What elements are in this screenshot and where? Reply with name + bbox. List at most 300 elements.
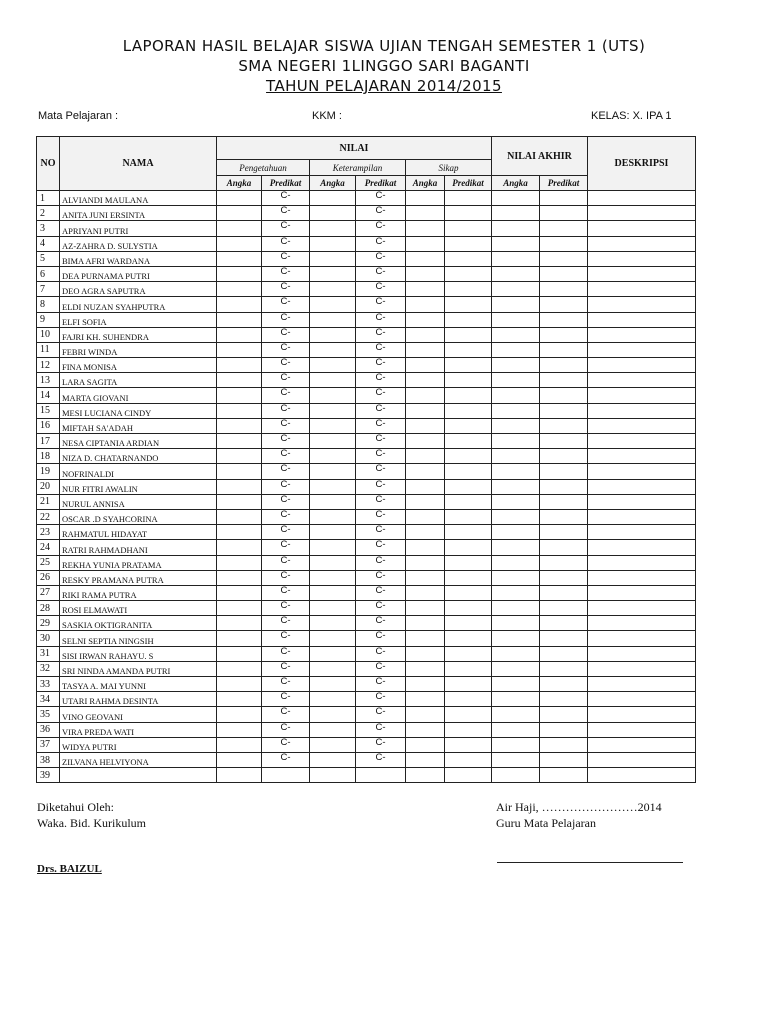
pengetahuan-angka xyxy=(217,616,262,631)
sikap-angka xyxy=(406,221,445,236)
akhir-angka xyxy=(492,373,540,388)
deskripsi xyxy=(588,206,696,221)
header-nama: NAMA xyxy=(60,137,217,191)
table-row xyxy=(37,677,696,692)
akhir-angka xyxy=(492,646,540,661)
sikap-angka xyxy=(406,707,445,722)
sikap-predikat xyxy=(445,692,492,707)
keterampilan-angka xyxy=(310,540,356,555)
student-name: REKHA YUNIA PRATAMA xyxy=(60,555,217,570)
sikap-predikat xyxy=(445,236,492,251)
akhir-predikat xyxy=(540,661,588,676)
pengetahuan-predikat: C- xyxy=(262,449,310,464)
sikap-predikat xyxy=(445,206,492,221)
student-name: TASYA A. MAI YUNNI xyxy=(60,677,217,692)
row-number: 8 xyxy=(37,297,60,312)
deskripsi xyxy=(588,449,696,464)
sikap-predikat xyxy=(445,661,492,676)
sikap-predikat xyxy=(445,570,492,585)
akhir-predikat xyxy=(540,631,588,646)
keterampilan-angka xyxy=(310,464,356,479)
table-row xyxy=(37,403,696,418)
keterampilan-predikat: C- xyxy=(356,509,406,524)
akhir-angka xyxy=(492,449,540,464)
keterampilan-angka xyxy=(310,646,356,661)
row-number: 19 xyxy=(37,464,60,479)
student-name: MESI LUCIANA CINDY xyxy=(60,403,217,418)
pengetahuan-angka xyxy=(217,373,262,388)
pengetahuan-predikat: C- xyxy=(262,494,310,509)
header-angka: Angka xyxy=(406,176,445,191)
sikap-angka xyxy=(406,555,445,570)
student-name: NIZA D. CHATARNANDO xyxy=(60,449,217,464)
sikap-predikat xyxy=(445,449,492,464)
pengetahuan-predikat: C- xyxy=(262,692,310,707)
akhir-predikat xyxy=(540,585,588,600)
keterampilan-angka xyxy=(310,191,356,206)
row-number: 34 xyxy=(37,692,60,707)
table-row xyxy=(37,494,696,509)
keterampilan-angka xyxy=(310,768,356,783)
table-row xyxy=(37,585,696,600)
keterampilan-predikat: C- xyxy=(356,449,406,464)
akhir-predikat xyxy=(540,297,588,312)
keterampilan-predikat: C- xyxy=(356,677,406,692)
header-nilai-akhir: NILAI AKHIR xyxy=(492,137,588,176)
akhir-angka xyxy=(492,631,540,646)
deskripsi xyxy=(588,525,696,540)
table-row xyxy=(37,540,696,555)
deskripsi xyxy=(588,677,696,692)
table-row xyxy=(37,388,696,403)
deskripsi xyxy=(588,282,696,297)
pengetahuan-predikat: C- xyxy=(262,661,310,676)
akhir-angka xyxy=(492,585,540,600)
akhir-angka xyxy=(492,692,540,707)
pengetahuan-predikat: C- xyxy=(262,677,310,692)
keterampilan-angka xyxy=(310,373,356,388)
deskripsi xyxy=(588,631,696,646)
pengetahuan-predikat: C- xyxy=(262,434,310,449)
sikap-predikat xyxy=(445,601,492,616)
row-number: 26 xyxy=(37,570,60,585)
keterampilan-angka xyxy=(310,601,356,616)
keterampilan-predikat: C- xyxy=(356,646,406,661)
akhir-predikat xyxy=(540,601,588,616)
keterampilan-angka xyxy=(310,677,356,692)
row-number: 31 xyxy=(37,646,60,661)
akhir-angka xyxy=(492,509,540,524)
sikap-predikat xyxy=(445,494,492,509)
row-number: 24 xyxy=(37,540,60,555)
pengetahuan-predikat: C- xyxy=(262,616,310,631)
table-row xyxy=(37,646,696,661)
deskripsi xyxy=(588,266,696,281)
sikap-angka xyxy=(406,677,445,692)
keterampilan-predikat: C- xyxy=(356,555,406,570)
sikap-angka xyxy=(406,342,445,357)
sikap-predikat xyxy=(445,434,492,449)
sikap-predikat xyxy=(445,297,492,312)
sikap-predikat xyxy=(445,722,492,737)
row-number: 7 xyxy=(37,282,60,297)
keterampilan-angka xyxy=(310,449,356,464)
akhir-angka xyxy=(492,312,540,327)
row-number: 3 xyxy=(37,221,60,236)
table-row xyxy=(37,418,696,433)
akhir-predikat xyxy=(540,206,588,221)
deskripsi xyxy=(588,707,696,722)
student-name: VINO GEOVANI xyxy=(60,707,217,722)
sikap-angka xyxy=(406,312,445,327)
akhir-predikat xyxy=(540,342,588,357)
sikap-predikat xyxy=(445,585,492,600)
pengetahuan-angka xyxy=(217,297,262,312)
student-name: NUR FITRI AWALIN xyxy=(60,479,217,494)
student-name: SRI NINDA AMANDA PUTRI xyxy=(60,661,217,676)
keterampilan-predikat: C- xyxy=(356,297,406,312)
row-number: 38 xyxy=(37,752,60,767)
student-name: ZILVANA HELVIYONA xyxy=(60,752,217,767)
keterampilan-predikat: C- xyxy=(356,266,406,281)
keterampilan-predikat: C- xyxy=(356,206,406,221)
row-number: 32 xyxy=(37,661,60,676)
sikap-predikat xyxy=(445,403,492,418)
pengetahuan-predikat: C- xyxy=(262,373,310,388)
table-row xyxy=(37,570,696,585)
akhir-angka xyxy=(492,555,540,570)
pengetahuan-angka xyxy=(217,555,262,570)
pengetahuan-angka xyxy=(217,464,262,479)
pengetahuan-angka xyxy=(217,509,262,524)
sikap-predikat xyxy=(445,752,492,767)
sikap-predikat xyxy=(445,282,492,297)
teacher-title: Guru Mata Pelajaran xyxy=(496,816,596,830)
akhir-predikat xyxy=(540,312,588,327)
report-title-line1: LAPORAN HASIL BELAJAR SISWA UJIAN TENGAH SEMESTER 1 (UTS) xyxy=(122,37,646,55)
row-number: 27 xyxy=(37,585,60,600)
vice-principal-title: Waka. Bid. Kurikulum xyxy=(37,816,147,830)
row-number: 30 xyxy=(37,631,60,646)
sikap-angka xyxy=(406,206,445,221)
keterampilan-angka xyxy=(310,494,356,509)
akhir-angka xyxy=(492,266,540,281)
row-number: 23 xyxy=(37,525,60,540)
pengetahuan-angka xyxy=(217,312,262,327)
pengetahuan-angka xyxy=(217,692,262,707)
deskripsi xyxy=(588,509,696,524)
deskripsi xyxy=(588,388,696,403)
sikap-angka xyxy=(406,752,445,767)
student-name: ELFI SOFIA xyxy=(60,312,217,327)
sikap-angka xyxy=(406,661,445,676)
row-number: 11 xyxy=(37,342,60,357)
pengetahuan-angka xyxy=(217,282,262,297)
akhir-angka xyxy=(492,752,540,767)
pengetahuan-angka xyxy=(217,266,262,281)
student-name: SELNI SEPTIA NINGSIH xyxy=(60,631,217,646)
row-number: 20 xyxy=(37,479,60,494)
akhir-predikat xyxy=(540,555,588,570)
keterampilan-angka xyxy=(310,752,356,767)
sikap-angka xyxy=(406,449,445,464)
table-row xyxy=(37,525,696,540)
sikap-angka xyxy=(406,692,445,707)
class-label: KELAS: X. IPA 1 xyxy=(591,110,672,122)
pengetahuan-angka xyxy=(217,661,262,676)
keterampilan-predikat: C- xyxy=(356,692,406,707)
keterampilan-angka xyxy=(310,616,356,631)
pengetahuan-predikat: C- xyxy=(262,388,310,403)
akhir-predikat xyxy=(540,373,588,388)
akhir-angka xyxy=(492,677,540,692)
sikap-predikat xyxy=(445,464,492,479)
pengetahuan-predikat: C- xyxy=(262,707,310,722)
table-row xyxy=(37,449,696,464)
sikap-predikat xyxy=(445,737,492,752)
deskripsi xyxy=(588,464,696,479)
row-number: 2 xyxy=(37,206,60,221)
akhir-predikat xyxy=(540,646,588,661)
header-keterampilan: Keterampilan xyxy=(310,160,406,176)
akhir-angka xyxy=(492,494,540,509)
deskripsi xyxy=(588,494,696,509)
table-row xyxy=(37,266,696,281)
deskripsi xyxy=(588,403,696,418)
sikap-angka xyxy=(406,631,445,646)
akhir-predikat xyxy=(540,525,588,540)
keterampilan-predikat: C- xyxy=(356,525,406,540)
sikap-angka xyxy=(406,266,445,281)
deskripsi xyxy=(588,373,696,388)
akhir-predikat xyxy=(540,752,588,767)
pengetahuan-angka xyxy=(217,585,262,600)
keterampilan-predikat: C- xyxy=(356,342,406,357)
akhir-angka xyxy=(492,342,540,357)
table-row xyxy=(37,236,696,251)
akhir-angka xyxy=(492,251,540,266)
student-name xyxy=(60,768,217,783)
table-row xyxy=(37,282,696,297)
row-number: 16 xyxy=(37,418,60,433)
sikap-predikat xyxy=(445,251,492,266)
pengetahuan-predikat: C- xyxy=(262,221,310,236)
pengetahuan-angka xyxy=(217,479,262,494)
deskripsi xyxy=(588,768,696,783)
student-name: FAJRI KH. SUHENDRA xyxy=(60,327,217,342)
table-row xyxy=(37,464,696,479)
akhir-angka xyxy=(492,191,540,206)
sikap-predikat xyxy=(445,191,492,206)
akhir-predikat xyxy=(540,221,588,236)
deskripsi xyxy=(588,479,696,494)
keterampilan-predikat: C- xyxy=(356,479,406,494)
keterampilan-angka xyxy=(310,342,356,357)
akhir-predikat xyxy=(540,236,588,251)
student-name: BIMA AFRI WARDANA xyxy=(60,251,217,266)
akhir-angka xyxy=(492,616,540,631)
keterampilan-angka xyxy=(310,631,356,646)
keterampilan-angka xyxy=(310,509,356,524)
table-row xyxy=(37,342,696,357)
akhir-predikat xyxy=(540,388,588,403)
sikap-angka xyxy=(406,403,445,418)
header-predikat: Predikat xyxy=(445,176,492,191)
keterampilan-angka xyxy=(310,722,356,737)
keterampilan-angka xyxy=(310,297,356,312)
keterampilan-angka xyxy=(310,236,356,251)
sikap-predikat xyxy=(445,266,492,281)
akhir-predikat xyxy=(540,418,588,433)
student-name: WIDYA PUTRI xyxy=(60,737,217,752)
pengetahuan-predikat: C- xyxy=(262,464,310,479)
keterampilan-predikat: C- xyxy=(356,388,406,403)
pengetahuan-angka xyxy=(217,388,262,403)
row-number: 4 xyxy=(37,236,60,251)
sikap-angka xyxy=(406,418,445,433)
pengetahuan-predikat: C- xyxy=(262,737,310,752)
keterampilan-predikat xyxy=(356,768,406,783)
deskripsi xyxy=(588,297,696,312)
pengetahuan-angka xyxy=(217,752,262,767)
student-name: DEO AGRA SAPUTRA xyxy=(60,282,217,297)
pengetahuan-predikat: C- xyxy=(262,540,310,555)
deskripsi xyxy=(588,342,696,357)
keterampilan-angka xyxy=(310,585,356,600)
keterampilan-angka xyxy=(310,312,356,327)
keterampilan-predikat: C- xyxy=(356,403,406,418)
keterampilan-predikat: C- xyxy=(356,464,406,479)
sikap-predikat xyxy=(445,388,492,403)
sikap-angka xyxy=(406,722,445,737)
pengetahuan-angka xyxy=(217,722,262,737)
student-name: SISI IRWAN RAHAYU. S xyxy=(60,646,217,661)
deskripsi xyxy=(588,418,696,433)
student-name: FEBRI WINDA xyxy=(60,342,217,357)
akhir-angka xyxy=(492,388,540,403)
table-row xyxy=(37,692,696,707)
pengetahuan-angka xyxy=(217,737,262,752)
keterampilan-predikat: C- xyxy=(356,327,406,342)
sikap-predikat xyxy=(445,373,492,388)
pengetahuan-predikat: C- xyxy=(262,266,310,281)
deskripsi xyxy=(588,191,696,206)
keterampilan-predikat: C- xyxy=(356,616,406,631)
student-name: RESKY PRAMANA PUTRA xyxy=(60,570,217,585)
keterampilan-predikat: C- xyxy=(356,707,406,722)
sikap-angka xyxy=(406,191,445,206)
student-name: ALVIANDI MAULANA xyxy=(60,191,217,206)
akhir-predikat xyxy=(540,722,588,737)
student-name: RIKI RAMA PUTRA xyxy=(60,585,217,600)
table-row xyxy=(37,601,696,616)
akhir-predikat xyxy=(540,509,588,524)
student-name: LARA SAGITA xyxy=(60,373,217,388)
keterampilan-angka xyxy=(310,692,356,707)
student-name: ROSI ELMAWATI xyxy=(60,601,217,616)
akhir-predikat xyxy=(540,692,588,707)
keterampilan-predikat: C- xyxy=(356,631,406,646)
table-row xyxy=(37,312,696,327)
keterampilan-predikat: C- xyxy=(356,661,406,676)
deskripsi xyxy=(588,540,696,555)
pengetahuan-angka xyxy=(217,342,262,357)
keterampilan-predikat: C- xyxy=(356,236,406,251)
akhir-angka xyxy=(492,525,540,540)
deskripsi xyxy=(588,221,696,236)
sikap-angka xyxy=(406,373,445,388)
sikap-angka xyxy=(406,479,445,494)
sikap-angka xyxy=(406,494,445,509)
sikap-predikat xyxy=(445,327,492,342)
pengetahuan-predikat: C- xyxy=(262,312,310,327)
keterampilan-angka xyxy=(310,403,356,418)
row-number: 25 xyxy=(37,555,60,570)
student-name: NURUL ANNISA xyxy=(60,494,217,509)
sikap-predikat xyxy=(445,479,492,494)
keterampilan-predikat: C- xyxy=(356,752,406,767)
keterampilan-angka xyxy=(310,221,356,236)
row-number: 35 xyxy=(37,707,60,722)
sikap-predikat xyxy=(445,358,492,373)
pengetahuan-predikat: C- xyxy=(262,282,310,297)
row-number: 21 xyxy=(37,494,60,509)
table-row xyxy=(37,722,696,737)
akhir-predikat xyxy=(540,768,588,783)
pengetahuan-predikat: C- xyxy=(262,509,310,524)
keterampilan-angka xyxy=(310,707,356,722)
pengetahuan-predikat xyxy=(262,768,310,783)
student-name: RATRI RAHMADHANI xyxy=(60,540,217,555)
row-number: 9 xyxy=(37,312,60,327)
pengetahuan-predikat: C- xyxy=(262,236,310,251)
akhir-predikat xyxy=(540,479,588,494)
pengetahuan-predikat: C- xyxy=(262,555,310,570)
pengetahuan-angka xyxy=(217,403,262,418)
pengetahuan-predikat: C- xyxy=(262,585,310,600)
keterampilan-predikat: C- xyxy=(356,737,406,752)
table-row xyxy=(37,509,696,524)
table-row xyxy=(37,752,696,767)
keterampilan-angka xyxy=(310,418,356,433)
row-number: 12 xyxy=(37,358,60,373)
row-number: 5 xyxy=(37,251,60,266)
sikap-angka xyxy=(406,236,445,251)
sikap-predikat xyxy=(445,342,492,357)
pengetahuan-angka xyxy=(217,191,262,206)
pengetahuan-predikat: C- xyxy=(262,418,310,433)
akhir-predikat xyxy=(540,737,588,752)
pengetahuan-angka xyxy=(217,768,262,783)
keterampilan-angka xyxy=(310,479,356,494)
student-name: SASKIA OKTIGRANITA xyxy=(60,616,217,631)
keterampilan-predikat: C- xyxy=(356,540,406,555)
keterampilan-angka xyxy=(310,358,356,373)
akhir-angka xyxy=(492,297,540,312)
keterampilan-predikat: C- xyxy=(356,570,406,585)
keterampilan-angka xyxy=(310,282,356,297)
deskripsi xyxy=(588,236,696,251)
sikap-angka xyxy=(406,737,445,752)
deskripsi xyxy=(588,585,696,600)
keterampilan-predikat: C- xyxy=(356,221,406,236)
akhir-angka xyxy=(492,661,540,676)
pengetahuan-angka xyxy=(217,601,262,616)
row-number: 18 xyxy=(37,449,60,464)
table-row xyxy=(37,191,696,206)
header-no: NO xyxy=(37,137,60,191)
pengetahuan-angka xyxy=(217,707,262,722)
